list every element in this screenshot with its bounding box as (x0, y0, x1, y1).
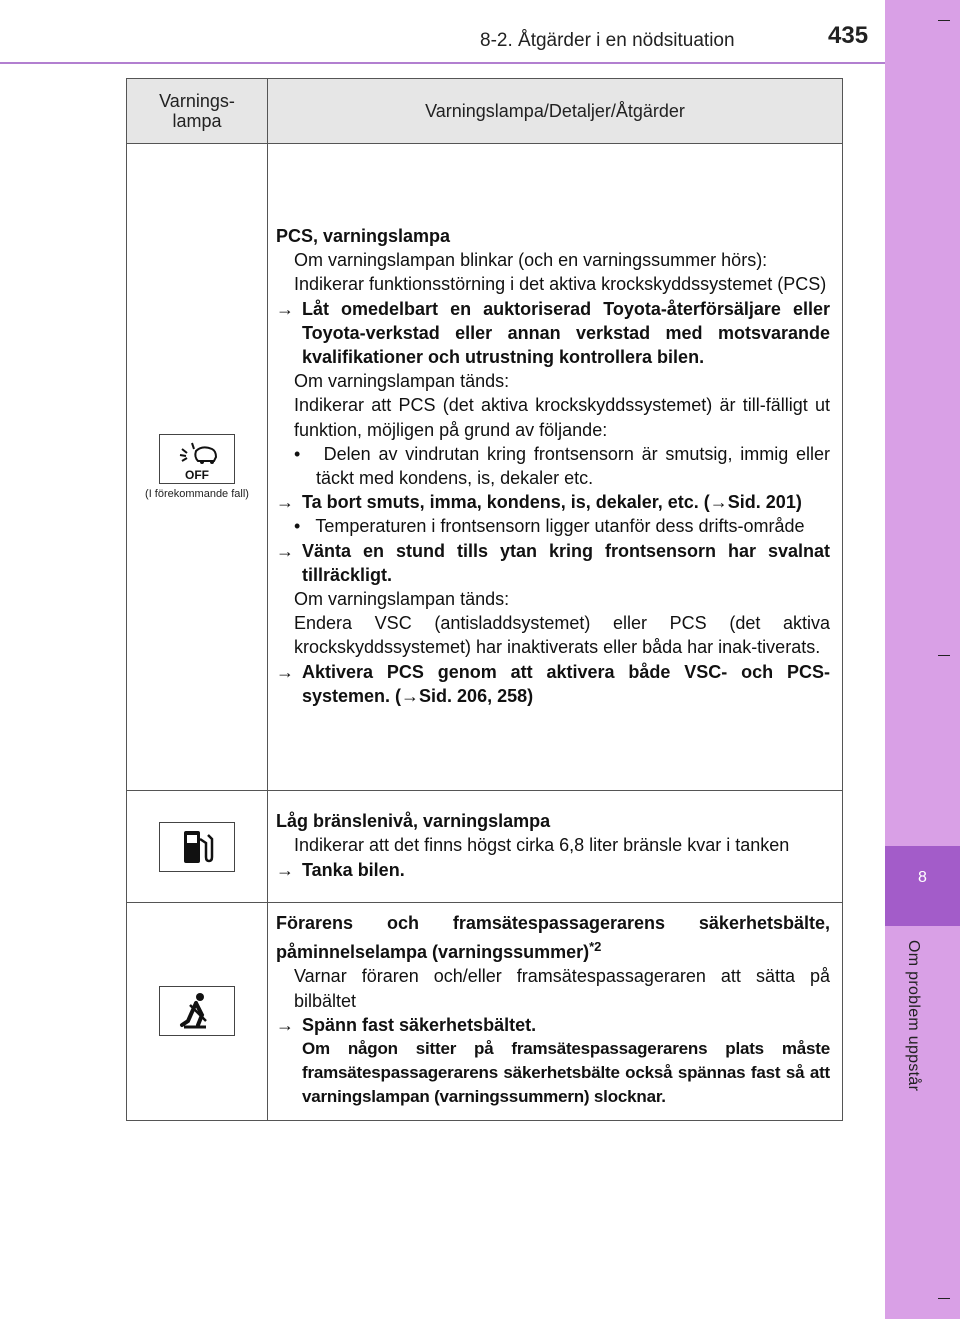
indication-text: Indikerar att PCS (det aktiva krockskyddssystemet) är till-fälligt ut funktion, möjligen på grund av följande: (294, 395, 830, 440)
seatbelt-icon (159, 986, 235, 1036)
indication-text: Indikerar att det finns högst cirka 6,8 liter bränsle kvar i tanken (294, 835, 790, 856)
page-reference[interactable]: Sid. 201) (727, 492, 802, 513)
col-header-details: Varningslampa/Detaljer/Åtgärder (268, 79, 843, 144)
condition-text: Om varningslampan tänds: (294, 589, 510, 610)
table-header-row (127, 79, 843, 144)
footnote-marker: *2 (589, 939, 602, 955)
header-rule (0, 62, 885, 64)
icon-cell (127, 903, 268, 1121)
action-text: → Aktivera PCS genom att aktivera både VSC- och PCS-systemen. (→Sid. 206, 258) (276, 661, 830, 706)
note-text: Om någon sitter på framsätespassagerarens plats måste framsätespassagerarens säkerhetsbälte också spännas fast så att varningslampan (varningssummern) slocknar. (302, 1039, 830, 1107)
arrow-icon: → (276, 540, 294, 561)
action-text: → Vänta en stund tills ytan kring frontsensorn har svalnat tillräckligt. (276, 540, 830, 585)
crop-mark (938, 655, 950, 656)
indication-text: Endera VSC (antisladdsystemet) eller PCS (det aktiva krockskyddssystemet) har inaktiverats eller båda har inak-tiverats. (294, 613, 830, 658)
arrow-icon: → (401, 685, 420, 706)
details-cell (268, 144, 843, 791)
page-reference[interactable]: Sid. 206, 258) (419, 685, 534, 706)
action-text: → Spänn fast säkerhetsbältet. (276, 1013, 830, 1037)
action-text: → Låt omedelbart en auktoriserad Toyota-återförsäljare eller Toyota-verkstad eller annan verkstad med motsvarande kvalifikationer och utrustning kontrollera bilen. (276, 298, 830, 367)
arrow-icon: → (276, 1014, 294, 1035)
details-cell (268, 791, 843, 903)
row-title: Låg bränslenivå, varningslampa (276, 811, 551, 832)
action-text: → Tanka bilen. (276, 858, 830, 882)
arrow-icon: → (709, 492, 728, 513)
icon-cell (127, 791, 268, 903)
table-row (127, 144, 843, 791)
indication-text: Indikerar funktionsstörning i det aktiva krockskyddssystemet (PCS) (294, 274, 827, 295)
arrow-icon: → (276, 298, 294, 319)
arrow-icon: → (276, 859, 294, 880)
indication-text: Varnar föraren och/eller framsätespassageraren att sätta på bilbältet (294, 966, 830, 1011)
crop-mark (938, 1298, 950, 1299)
page-number: 435 (828, 22, 869, 49)
table-row (127, 791, 843, 903)
row-title: PCS, varningslampa (276, 225, 451, 246)
section-title: 8-2. Åtgärder i en nödsituation (480, 30, 735, 51)
chapter-title: Om problem uppstår (905, 940, 922, 1092)
col-header-lamp-line1: Varnings- (159, 91, 235, 111)
pcs-off-label: OFF (185, 468, 209, 482)
bullet-icon: • (294, 443, 301, 464)
details-cell (268, 903, 843, 1121)
icon-cell (127, 144, 268, 791)
bullet-item: • Temperaturen i frontsensorn ligger utanför dess drifts-område (294, 516, 805, 537)
pcs-off-icon (159, 434, 235, 484)
arrow-icon: → (276, 661, 294, 682)
table-row (127, 903, 843, 1121)
action-text: → Ta bort smuts, imma, kondens, is, dekaler, etc. (→Sid. 201) (276, 490, 830, 514)
warning-light-table (126, 78, 843, 1121)
bullet-icon: • (294, 516, 301, 537)
row-title: Förarens och framsätespassagerarens säkerhetsbälte, påminnelselampa (varningssummer)$^{*2}$ (276, 913, 830, 963)
col-header-lamp (127, 79, 268, 144)
crop-mark (938, 20, 950, 21)
chapter-number-tab: 8 (885, 846, 960, 926)
bullet-item: • Delen av vindrutan kring frontsensorn är smutsig, immig eller täckt med kondens, is, dekaler etc. (294, 443, 830, 488)
condition-text: Om varningslampan tänds: (294, 371, 510, 392)
icon-note: (I förekommande fall) (145, 488, 249, 500)
fuel-pump-icon (159, 822, 235, 872)
condition-text: Om varningslampan blinkar (och en varningssummer hörs): (294, 250, 768, 271)
arrow-icon: → (276, 492, 294, 513)
col-header-lamp-line2: lampa (172, 111, 222, 131)
